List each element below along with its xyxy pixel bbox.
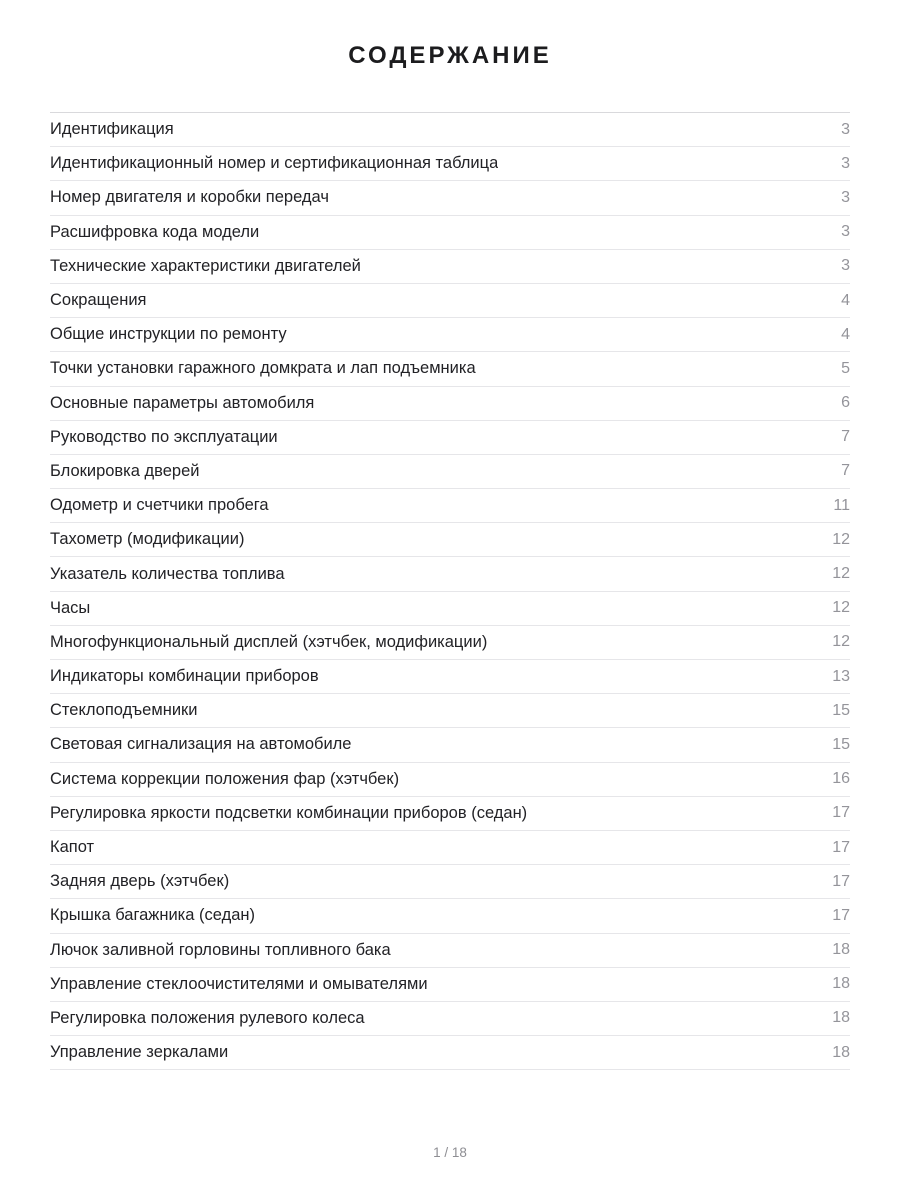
toc-entry[interactable]: [50, 557, 850, 591]
toc-entry-page: 3: [841, 223, 850, 241]
toc-entry-label: Световая сигнализация на автомобиле: [50, 735, 352, 754]
toc-entry-label: Индикаторы комбинации приборов: [50, 667, 319, 686]
toc-entry[interactable]: [50, 421, 850, 455]
toc-entry-page: 5: [841, 359, 850, 377]
toc-entry-label: Стеклоподъемники: [50, 701, 198, 720]
toc-entry-label: Одометр и счетчики пробега: [50, 496, 269, 515]
toc-entry-label: Расшифровка кода модели: [50, 222, 260, 241]
toc-entry[interactable]: [50, 216, 850, 250]
toc-entry-page: 12: [832, 565, 850, 583]
toc-entry[interactable]: [50, 181, 850, 215]
toc-entry-label: Часы: [50, 598, 91, 617]
toc-entry-page: 11: [833, 496, 850, 514]
toc-entry-label: Сокращения: [50, 291, 147, 310]
toc-entry[interactable]: [50, 113, 850, 147]
toc-entry-page: 15: [832, 735, 850, 753]
toc-entry[interactable]: [50, 660, 850, 694]
toc-entry-label: Управление зеркалами: [50, 1043, 229, 1062]
toc-entry-label: Номер двигателя и коробки передач: [50, 188, 329, 207]
toc-entry-label: Система коррекции положения фар (хэтчбек): [50, 769, 400, 788]
toc-entry-label: Регулировка яркости подсветки комбинации приборов (седан): [50, 803, 528, 822]
toc-entry-page: 13: [832, 667, 850, 685]
toc-entry-page: 4: [841, 291, 850, 309]
toc-entry-page: 16: [832, 770, 850, 788]
toc-entry[interactable]: [50, 455, 850, 489]
toc-entry-label: Крышка багажника (седан): [50, 906, 255, 925]
toc-entry[interactable]: [50, 626, 850, 660]
toc-entry-page: 18: [832, 975, 850, 993]
toc-entry[interactable]: [50, 934, 850, 968]
toc-entry[interactable]: [50, 797, 850, 831]
toc-entry[interactable]: [50, 899, 850, 933]
toc-entry-label: Общие инструкции по ремонту: [50, 325, 287, 344]
toc-entry[interactable]: [50, 763, 850, 797]
toc-entry-page: 3: [841, 120, 850, 138]
toc-entry-page: 12: [832, 599, 850, 617]
toc-entry[interactable]: [50, 968, 850, 1002]
toc-entry[interactable]: [50, 284, 850, 318]
toc-entry-page: 18: [832, 1009, 850, 1027]
toc-entry-page: 17: [832, 906, 850, 924]
toc-entry-label: Задняя дверь (хэтчбек): [50, 872, 230, 891]
toc-entry[interactable]: [50, 147, 850, 181]
toc-entry-page: 17: [832, 872, 850, 890]
toc-entry-page: 17: [832, 838, 850, 856]
toc-entry[interactable]: [50, 387, 850, 421]
toc-list: [50, 113, 850, 1070]
toc-entry[interactable]: [50, 694, 850, 728]
page-title: СОДЕРЖАНИЕ: [348, 42, 552, 69]
toc-entry[interactable]: [50, 865, 850, 899]
toc-entry-page: 18: [832, 1043, 850, 1061]
toc-entry-page: 3: [841, 257, 850, 275]
toc-entry[interactable]: [50, 831, 850, 865]
toc-entry-label: Точки установки гаражного домкрата и лап подъемника: [50, 359, 476, 378]
toc-entry-page: 7: [841, 428, 850, 446]
toc-entry-page: 15: [832, 701, 850, 719]
toc-entry-label: Капот: [50, 838, 95, 857]
toc-entry[interactable]: [50, 489, 850, 523]
toc-entry-page: 17: [832, 804, 850, 822]
toc-entry[interactable]: [50, 352, 850, 386]
page-indicator: 1 / 18: [433, 1145, 467, 1160]
toc-entry-page: 3: [841, 154, 850, 172]
toc-entry[interactable]: [50, 250, 850, 284]
toc-entry-page: 12: [832, 633, 850, 651]
toc-entry[interactable]: [50, 728, 850, 762]
toc-entry-page: 18: [832, 941, 850, 959]
toc-entry[interactable]: [50, 318, 850, 352]
toc-entry-label: Указатель количества топлива: [50, 564, 285, 583]
toc-entry-page: 12: [832, 530, 850, 548]
toc-entry[interactable]: [50, 1002, 850, 1036]
toc-entry-label: Основные параметры автомобиля: [50, 393, 315, 412]
toc-entry-label: Лючок заливной горловины топливного бака: [50, 940, 391, 959]
toc-entry[interactable]: [50, 1036, 850, 1070]
toc-entry-page: 7: [841, 462, 850, 480]
toc-entry-label: Технические характеристики двигателей: [50, 256, 361, 275]
toc-entry-label: Руководство по эксплуатации: [50, 427, 278, 446]
toc-entry-label: Тахометр (модификации): [50, 530, 245, 549]
toc-entry[interactable]: [50, 592, 850, 626]
toc-entry-page: 3: [841, 188, 850, 206]
toc-entry[interactable]: [50, 523, 850, 557]
toc-entry-label: Идентификационный номер и сертификационная таблица: [50, 154, 499, 173]
toc-entry-page: 6: [841, 394, 850, 412]
toc-entry-page: 4: [841, 325, 850, 343]
toc-entry-label: Идентификация: [50, 120, 174, 139]
toc-entry-label: Блокировка дверей: [50, 461, 200, 480]
toc-entry-label: Регулировка положения рулевого колеса: [50, 1008, 365, 1027]
toc-entry-label: Управление стеклоочистителями и омывателями: [50, 974, 428, 993]
toc-entry-label: Многофункциональный дисплей (хэтчбек, модификации): [50, 632, 488, 651]
